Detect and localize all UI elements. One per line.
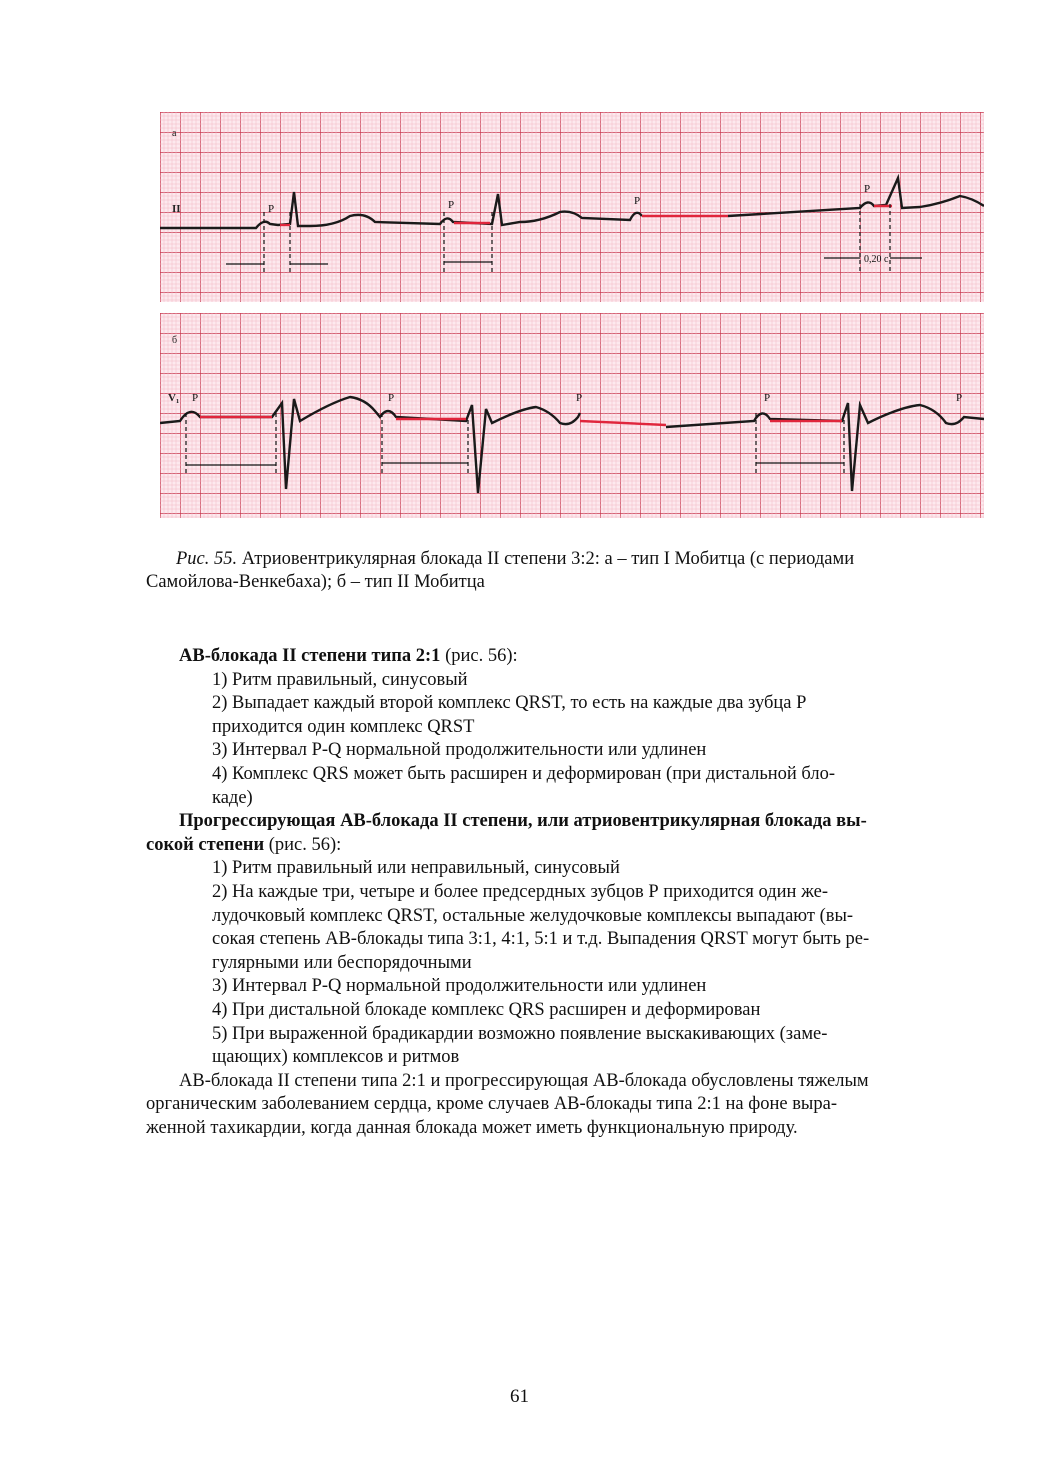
list-item: 2) На каждые три, четыре и более предсердных зубцов Р приходится один же- (212, 881, 828, 902)
section1-heading-bold: АВ-блокада II степени типа 2:1 (179, 646, 441, 666)
ecg-strip-b (160, 313, 984, 518)
list-item-continuation: каде) (212, 787, 253, 808)
ecg-strip-a-svg (160, 112, 984, 302)
list-item: 3) Интервал Р-Q нормальной продолжительности или удлинен (212, 740, 707, 761)
lead-label: V₁ (168, 392, 180, 404)
page-number: 61 (510, 1386, 529, 1407)
section2-heading-bold: Прогрессирующая АВ-блокада II степени, или атриовентрикулярная блокада вы- (179, 811, 867, 832)
list-item: 2) Выпадает каждый второй комплекс QRST, то есть на каждые два зубца Р (212, 693, 807, 714)
section2-heading-bold: сокой степени (146, 834, 265, 855)
list-item-continuation: сокая степень АВ-блокады типа 3:1, 4:1, 5:1 и т.д. Выпадения QRST могут быть ре- (212, 929, 870, 950)
interval-label: 0,20 c (864, 254, 889, 265)
list-item-continuation: приходится один комплекс QRST (212, 716, 475, 737)
p-label: P (192, 392, 199, 404)
lead-label: II (172, 203, 181, 215)
caption-line-1 (146, 548, 966, 571)
caption-text: Атриовентрикулярная блокада II степени 3:2: а – тип I Мобитца (с периодами (237, 549, 855, 569)
ecg-strip-a (160, 112, 984, 302)
list-item-continuation: гулярными или беспорядочными (212, 952, 472, 973)
p-label: P (634, 195, 641, 207)
list-item: 4) При дистальной блокаде комплекс QRS расширен и деформирован (212, 999, 761, 1020)
figure-reference: Рис. 55. (176, 549, 238, 569)
list-item: 5) При выраженной брадикардии возможно появление выскакивающих (заме- (212, 1023, 828, 1044)
section1-heading (146, 645, 968, 669)
panel-letter: a (172, 128, 177, 139)
closing-paragraph-line: АВ-блокада II степени типа 2:1 и прогрессирующая АВ-блокада обусловлены тяжелым (179, 1070, 869, 1091)
p-label: P (576, 392, 583, 404)
p-label: P (448, 199, 455, 211)
list-item: 3) Интервал Р-Q нормальной продолжительности или удлинен (212, 976, 707, 997)
closing-paragraph-line: женной тахикардии, когда данная блокада может иметь функциональную природу. (146, 1117, 798, 1138)
list-item: 1) Ритм правильный, синусовый (212, 669, 468, 690)
figure-caption (146, 548, 966, 594)
list-item: 1) Ритм правильный или неправильный, синусовый (212, 858, 620, 879)
p-label: P (388, 392, 395, 404)
p-label: P (268, 203, 275, 215)
p-label: P (956, 392, 963, 404)
body-text (146, 645, 968, 1140)
closing-paragraph-line: органическим заболеванием сердца, кроме случаев АВ-блокады типа 2:1 на фоне выра- (146, 1094, 837, 1115)
section2-heading-rest: (рис. 56): (264, 834, 342, 855)
section2-heading (146, 810, 968, 834)
p-label: P (864, 183, 871, 195)
ecg-strip-b-svg (160, 313, 984, 518)
list-item-continuation: щающих) комплексов и ритмов (212, 1047, 460, 1068)
panel-letter: б (172, 335, 178, 346)
list-item-continuation: лудочковый комплекс QRST, остальные желудочковые комплексы выпадают (вы- (212, 905, 854, 926)
p-label: P (764, 392, 771, 404)
list-item: 4) Комплекс QRS может быть расширен и деформирован (при дистальной бло- (212, 763, 836, 784)
section1-heading-rest: (рис. 56): (440, 646, 518, 666)
section2-heading-cont (146, 834, 968, 858)
caption-line-2: Самойлова-Венкебаха); б – тип II Мобитца (146, 572, 485, 592)
